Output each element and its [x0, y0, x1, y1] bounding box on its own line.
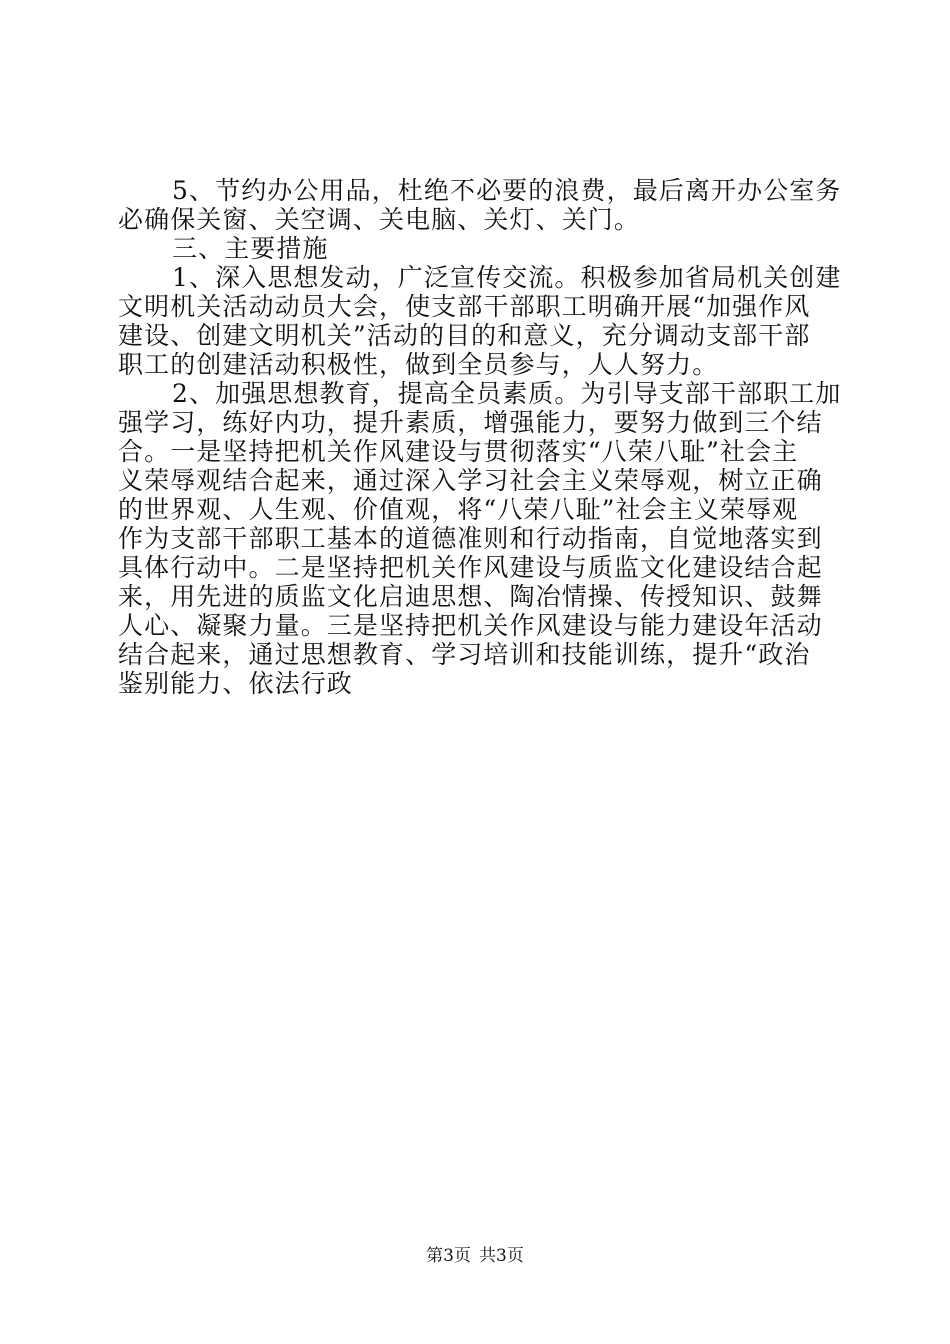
measure-1-line-4: 职工的创建活动积极性，做到全员参与，人人努力。	[118, 350, 719, 379]
measure-2-line-7: 具体行动中。二是坚持把机关作风建设与质监文化建设结合起	[118, 553, 823, 582]
page-number-total: 共3页	[479, 1246, 524, 1266]
measure-2-line-5: 的世界观、人生观、价值观，将“八荣八耻”社会主义荣辱观	[118, 495, 799, 524]
measure-2-line-11: 鉴别能力、依法行政	[118, 669, 353, 698]
measure-2-line-6: 作为支部干部职工基本的道德准则和行动指南，自觉地落实到	[118, 524, 823, 553]
page-number-current: 第3页	[426, 1246, 471, 1266]
measure-2-line-8: 来，用先进的质监文化启迪思想、陶冶情操、传授知识、鼓舞	[118, 582, 823, 611]
paragraph-5-line-2: 必确保关窗、关空调、关电脑、关灯、关门。	[118, 205, 641, 234]
measure-1-line-1: 1、深入思想发动，广泛宣传交流。积极参加省局机关创建	[172, 263, 842, 292]
measure-2-line-2: 强学习，练好内功，提升素质，增强能力，要努力做到三个结	[118, 408, 823, 437]
paragraph-5-line-1: 5、节约办公用品，杜绝不必要的浪费，最后离开办公室务	[172, 176, 842, 205]
section-heading-main-measures: 三、主要措施	[172, 234, 329, 263]
measure-2-line-9: 人心、凝聚力量。三是坚持把机关作风建设与能力建设年活动	[118, 611, 823, 640]
measure-2-line-4: 义荣辱观结合起来，通过深入学习社会主义荣辱观，树立正确	[118, 466, 823, 495]
document-body	[118, 176, 842, 698]
measure-2-line-10: 结合起来，通过思想教育、学习培训和技能训练，提升“政治	[118, 640, 811, 669]
measure-1-line-2: 文明机关活动动员大会，使支部干部职工明确开展“加强作风	[118, 292, 811, 321]
measure-1-line-3: 建设、创建文明机关”活动的目的和意义，充分调动支部干部	[118, 321, 811, 350]
measure-2-line-3: 合。一是坚持把机关作风建设与贯彻落实“八荣八耻”社会主	[118, 437, 799, 466]
measure-2-line-1: 2、加强思想教育，提高全员素质。为引导支部干部职工加	[172, 379, 842, 408]
page-footer	[0, 1244, 950, 1268]
